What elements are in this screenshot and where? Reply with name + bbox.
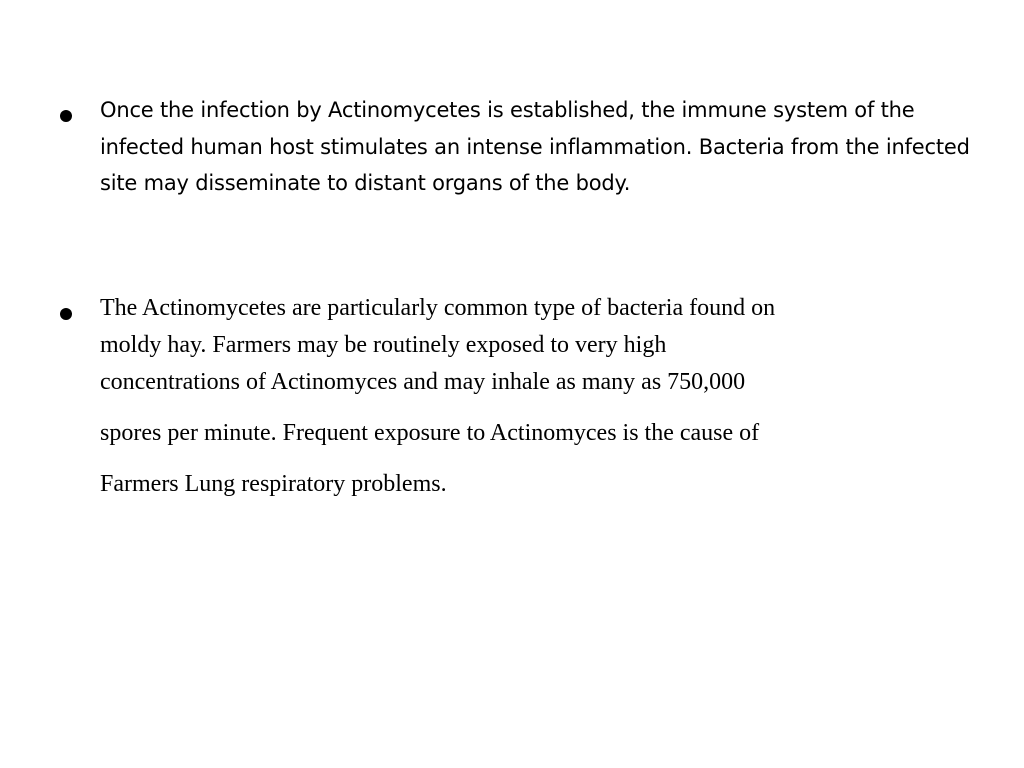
bullet-text-infection: Once the infection by Actinomycetes is established, the immune system of the infected human host stimulates an intense inflammation. Bacteria from the infected site may disseminate to distant organs of the body. xyxy=(100,98,970,195)
bullet-dot-icon xyxy=(60,308,72,320)
bullet-text-farmers-lung xyxy=(100,290,970,503)
bullet-text-line: concentrations of Actinomyces and may inhale as many as 750,000 xyxy=(100,369,746,395)
bullet-text-line: The Actinomycetes are particularly common type of bacteria found on xyxy=(100,295,776,321)
bullet-text-line: spores per minute. Frequent exposure to Actinomyces is the cause of xyxy=(100,420,760,446)
bullet-text-line: Farmers Lung respiratory problems. xyxy=(100,471,447,497)
bullet-text-line: moldy hay. Farmers may be routinely exposed to very high xyxy=(100,332,667,358)
bullet-dot-icon xyxy=(60,110,72,122)
